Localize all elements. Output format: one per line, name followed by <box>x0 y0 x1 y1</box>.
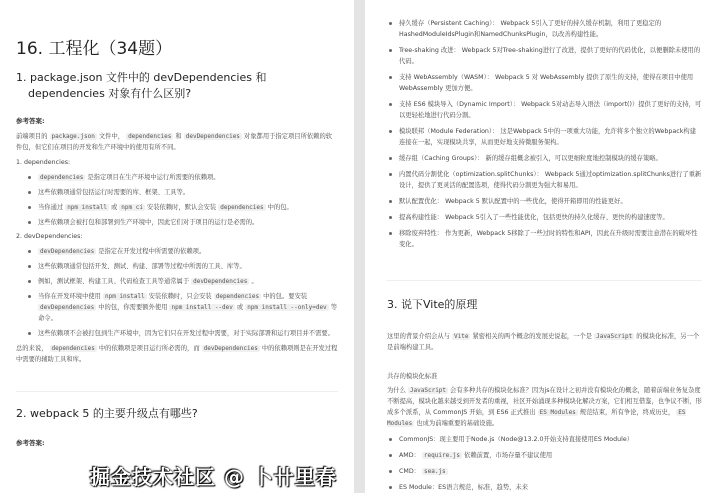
list-item <box>399 466 702 477</box>
text: 中的依赖项则是在开发过程中需要的辅助工具和库。 <box>16 345 338 363</box>
text: 或 <box>234 304 246 311</box>
inline-code: devDependencies <box>185 133 240 140</box>
question-2-title: 2. webpack 5 的主要升级点有哪些? <box>16 407 198 420</box>
text: 或 <box>108 204 120 211</box>
list-item <box>399 169 702 191</box>
list-item <box>399 72 702 94</box>
text: 默认配置优化： Webpack 5 默认配置中的一些优化，使得开箱即用的性能更好。 <box>399 198 627 205</box>
text: 内置代码分割优化（optimization.splitChunks）： Webpack 5通过optimization.splitChunks进行了重新设计，提供了更灵活的配置选项，使得代码分割更为强大和易用。 <box>399 171 702 189</box>
text: Tree-shaking 改进： Webpack 5对Tree-shaking进行了改进，提供了更好的代码优化，以便删除未使用的代码。 <box>399 47 701 65</box>
text: 和 <box>173 133 184 140</box>
list-item <box>399 482 702 493</box>
text: 紧密相关的两个概念的发展史说起，一个是 <box>470 333 595 340</box>
subheading: 共存的模块化标准 <box>387 373 438 380</box>
inline-code: npm install <box>67 204 107 211</box>
inline-code: dependencies <box>128 133 172 140</box>
bullet-list <box>16 246 338 339</box>
inline-code: JavaScript <box>596 333 633 340</box>
inline-code: dependencies <box>220 204 264 211</box>
text: 这些依赖项通常包括开发、测试、构建、部署等过程中所需的工具、库等。 <box>38 263 246 270</box>
inline-code: dependencies <box>215 293 260 300</box>
text: 支持 ES6 模块导入（Dynamic Import）： Webpack 5对动态导入语法（import()）提供了更好的支持，可以更轻松地进行代码分割。 <box>399 101 702 119</box>
inline-code: npm install <box>104 293 145 300</box>
text: CommonJS：现主要用于Node.js（Node@13.2.0开始支持直接使用ES Module） <box>399 436 634 443</box>
inline-code: ES Modules <box>387 409 686 427</box>
text: 支持 WebAssembly（WASM）： Webpack 5 对 WebAssembly 提供了原生的支持，使得在项目中使用 WebAssembly 更加方便。 <box>399 74 694 92</box>
page-gap <box>354 0 365 493</box>
list-item <box>399 450 702 461</box>
inline-code: dependencies <box>40 174 84 181</box>
chapter-title: 16. 工程化（34题） <box>16 39 173 59</box>
text: 是指定在开发过程中所需要的依赖项。 <box>96 248 206 255</box>
text: 等命令。 <box>38 304 337 322</box>
list-item <box>38 187 338 198</box>
inline-code: ES Modules <box>539 409 576 416</box>
answer-label: 参考答案: <box>16 117 45 125</box>
list-item <box>38 291 338 324</box>
sections-list <box>16 157 338 339</box>
section-label: 2. devDependencies: <box>16 233 83 240</box>
list-item <box>399 434 702 445</box>
list-item <box>38 246 338 257</box>
text: 当你在开发环境中使用 <box>38 293 103 300</box>
text: 当你通过 <box>38 204 66 211</box>
left-page <box>0 0 354 493</box>
right-page <box>365 0 720 493</box>
list-item <box>399 196 702 207</box>
section-dependencies <box>16 157 338 228</box>
inline-code: npm ci <box>121 204 143 211</box>
text: ES Module：ES语言规范，标准，趋势，未来 <box>399 484 529 491</box>
list-item <box>38 202 338 213</box>
list-item <box>38 328 338 339</box>
text: 缓存组（Caching Groups）： 新的缓存组概念被引入，可以更细粒度地控制模块的缓存策略。 <box>399 155 662 162</box>
inline-code: devDependencies <box>193 278 248 285</box>
text: 中的包，你需要额外使用 <box>96 304 170 311</box>
inline-code: devDependencies <box>40 248 95 255</box>
text: 也成为前端重要的基础设施。 <box>414 420 499 427</box>
vite-intro-paragraph <box>387 331 702 353</box>
inline-code: npm install --only=dev <box>247 304 327 311</box>
summary-paragraph <box>16 343 338 365</box>
list-item <box>399 99 702 121</box>
list-item <box>399 45 702 67</box>
text: CMD： <box>399 468 422 475</box>
text: 。 <box>249 278 258 285</box>
answer-label: 参考答案: <box>16 439 45 447</box>
divider <box>16 391 338 392</box>
inline-code: Vite <box>453 333 469 340</box>
text: 文件中， <box>96 133 127 140</box>
list-item <box>38 261 338 272</box>
text: 这里的背景介绍会从与 <box>387 333 452 340</box>
text: 这些依赖项会被打包和部署到生产环境中，因此它们对于项目的运行是必需的。 <box>38 219 259 226</box>
text: 的模块化标准，另一个是前端构建工具。 <box>387 333 700 351</box>
inline-code: devDependencies <box>40 304 95 311</box>
list-item <box>399 126 702 148</box>
text: 会有多种共存的模块化标准？因为js在设计之初并没有模块化的概念，随着前端业务复杂度不断提高，模块化越来越受到开发者的重视，社区开始涌现多种模块化解决方案，它们相互借鉴，也争议不断，形成多个派系，从 CommonJS 开始，到 ES6 正式推出 <box>387 387 702 416</box>
text: 前端项目的 <box>16 133 50 140</box>
list-item <box>399 228 702 250</box>
text: 中的依赖项是项目运行所必需的，而 <box>96 345 202 352</box>
text: 安装依赖时，默认会安装 <box>144 204 219 211</box>
text: 中的包。 <box>265 204 293 211</box>
list-item <box>38 172 338 183</box>
text: 这些依赖项不会被打包到生产环境中，因为它们只在开发过程中需要，对于实际部署和运行项目并不需要。 <box>38 330 334 337</box>
inline-code: npm install --dev <box>171 304 233 311</box>
text: 持久缓存（Persistent Caching）： Webpack 5引入了更好的持久缓存机制，利用了更稳定的HashedModuleIdsPlugin和NamedChunksPlugin，以改善构建性能。 <box>399 20 662 38</box>
list-item <box>38 276 338 287</box>
inline-code: dependencies <box>51 345 95 352</box>
intro-paragraph <box>16 131 338 153</box>
list-item <box>38 217 338 228</box>
section-devdependencies <box>16 231 338 339</box>
text: 这些依赖项通常包括运行时需要的库、框架、工具等。 <box>38 189 190 196</box>
text: 提高构建性能： Webpack 5引入了一些性能优化，包括更快的持久化缓存、更快的构建速度等。 <box>399 214 669 221</box>
section-label: 1. dependencies: <box>16 159 71 166</box>
inline-code: sea.js <box>423 468 446 475</box>
text: 例如，测试框架、构建工具、代码检查工具等通常属于 <box>38 278 192 285</box>
inline-code: devDependencies <box>203 345 258 352</box>
text: 为什么 <box>387 387 408 394</box>
bullet-list <box>16 172 338 228</box>
text: 安装依赖时，只会安装 <box>146 293 214 300</box>
text: 依赖前置，市场存量不建议使用 <box>462 452 553 459</box>
text: 对象都用于指定项目所依赖的软件包，但它们在项目的开发和生产环境中的使用有所不同。 <box>16 133 333 151</box>
webpack5-features-list <box>387 18 702 250</box>
list-item <box>399 153 702 164</box>
list-item <box>399 18 702 40</box>
question-1-title: 1. package.json 文件中的 devDependencies 和 dependencies 对象有什么区别? <box>16 71 267 100</box>
text: 移除废弃特性： 作为更新，Webpack 5移除了一些过时的特性和API，因此在升级时需要注意潜在的破坏性变化。 <box>399 230 698 248</box>
text: 中的包。要安装 <box>261 293 308 300</box>
question-3-title: 3. 说下Vite的原理 <box>387 298 478 311</box>
list-item <box>399 212 702 223</box>
text: 模块联邦（Module Federation）： 这是Webpack 5中的一项重大功能，允许将多个独立的Webpack构建连接在一起，实现模块共享，从而更好地支持微服务架构。 <box>399 128 696 146</box>
divider <box>387 280 702 281</box>
inline-code: JavaScript <box>409 387 447 394</box>
text: AMD： <box>399 452 422 459</box>
inline-code: package.json <box>51 133 95 140</box>
text: 是指定项目在生产环境中运行所需要的依赖项。 <box>85 174 220 181</box>
text: 总的来说， <box>16 345 50 352</box>
text: 规范结束，所有争论，终成历史， <box>577 409 677 416</box>
modules-paragraph <box>387 385 702 429</box>
inline-code: require.js <box>423 452 461 459</box>
module-standards-list <box>387 434 702 493</box>
watermark: 掘金技术社区 @ 卜卄里春 <box>90 465 337 489</box>
